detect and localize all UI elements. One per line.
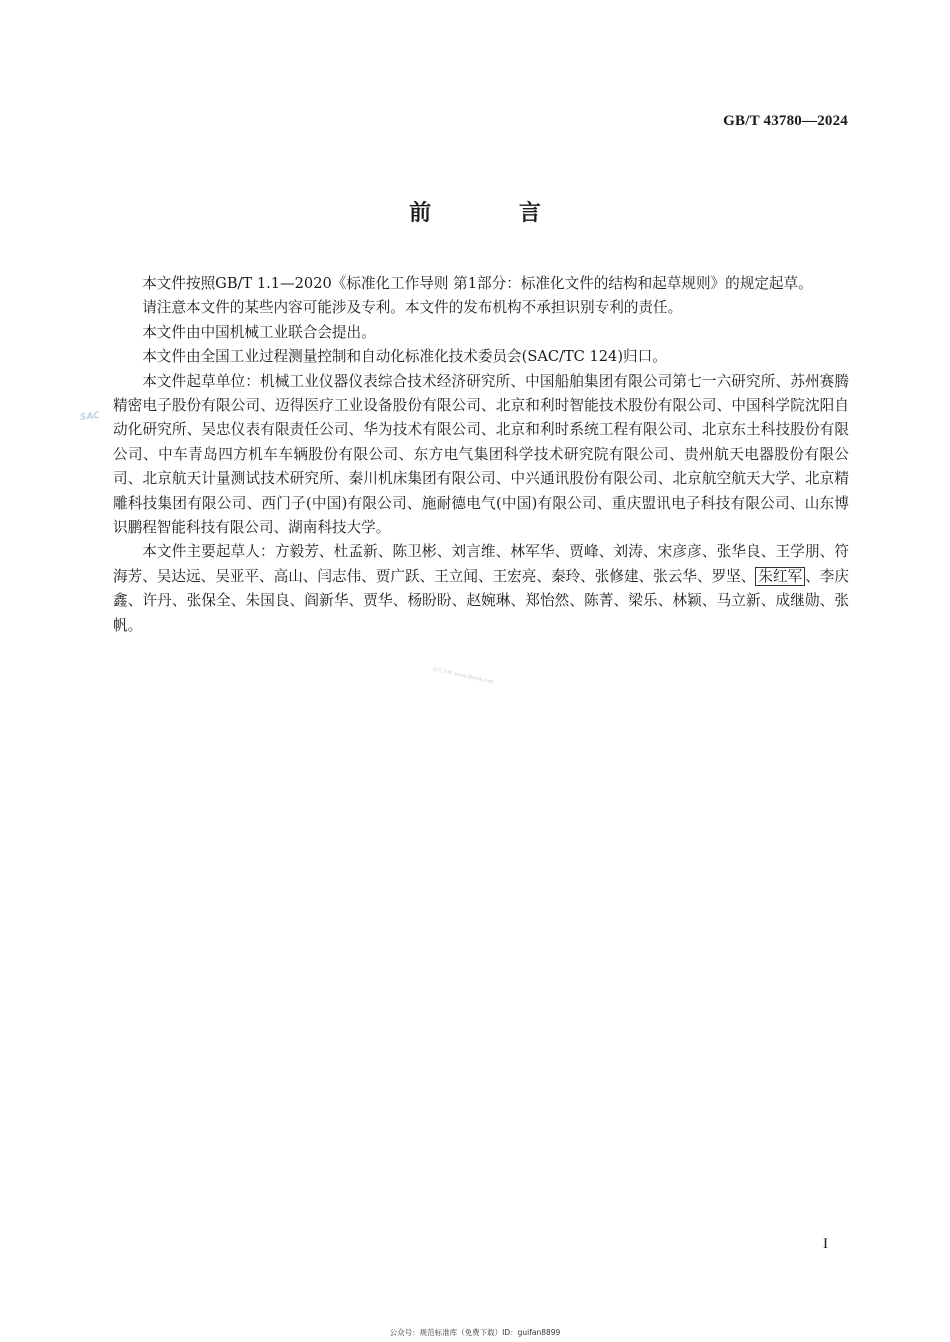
- boxed-drafter-name: 朱红军: [755, 567, 805, 586]
- footer-note: 公众号：规范标准库（免费下载）ID：guifan8899: [389, 1328, 561, 1337]
- paragraph-drafters: [113, 540, 849, 638]
- paragraph-patent-notice: 请注意本文件的某些内容可能涉及专利。本文件的发布机构不承担识别专利的责任。: [142, 299, 683, 317]
- page-title: 前 言: [409, 201, 581, 226]
- paragraph-committee: 本文件由全国工业过程测量控制和自动化标准化技术委员会(SAC/TC 124)归口。: [142, 348, 667, 366]
- drafters-text-part1: 本文件主要起草人：方毅芳、杜孟新、陈卫彬、刘言维、林军华、贾峰、刘涛、宋彦彦、张华良、王学朋、符海芳、吴达远、吴亚平、高山、闫志伟、贾广跃、王立闻、王宏亮、秦玲、张修建、张云华、罗坚、: [113, 543, 849, 585]
- watermark-text: 东方文库 www.dfwzk.com: [431, 666, 495, 686]
- page-number: I: [823, 1236, 828, 1252]
- sac-logo: SAC: [79, 410, 101, 424]
- paragraph-drafting-units: 本文件起草单位：机械工业仪器仪表综合技术经济研究所、中国船舶集团有限公司第七一六研究所、苏州赛腾精密电子股份有限公司、迈得医疗工业设备股份有限公司、北京和利时智能技术股份有限公司、中国科学院沈阳自动化研究所、吴忠仪表有限责任公司、华为技术有限公司、北京和利时系统工程有限公司、北京东土科技股份有限公司、中车青岛四方机车车辆股份有限公司、东方电气集团科学技术研究院有限公司、贵州航天电器股份有限公司、北京航天计量测试技术研究所、秦川机床集团有限公司、中兴通讯股份有限公司、北京航空航天大学、北京精雕科技集团有限公司、西门子(中国)有限公司、施耐德电气(中国)有限公司、重庆盟讯电子科技有限公司、山东博识鹏程智能科技有限公司、湖南科技大学。: [113, 372, 849, 537]
- paragraph-drafting-rules: 本文件按照GB/T 1.1—2020《标准化工作导则 第1部分：标准化文件的结构和起草规则》的规定起草。: [142, 275, 813, 292]
- paragraph-proposer: 本文件由中国机械工业联合会提出。: [142, 323, 376, 341]
- drafters-text-part2: 、李庆鑫、许丹、张保全、朱国良、阎新华、贾华、杨盼盼、赵婉琳、郑怡然、陈菁、梁乐、林颖、马立新、成继勋、张帆。: [113, 567, 849, 634]
- preface-body: [113, 272, 849, 638]
- standard-code: GB/T 43780—2024: [723, 113, 848, 129]
